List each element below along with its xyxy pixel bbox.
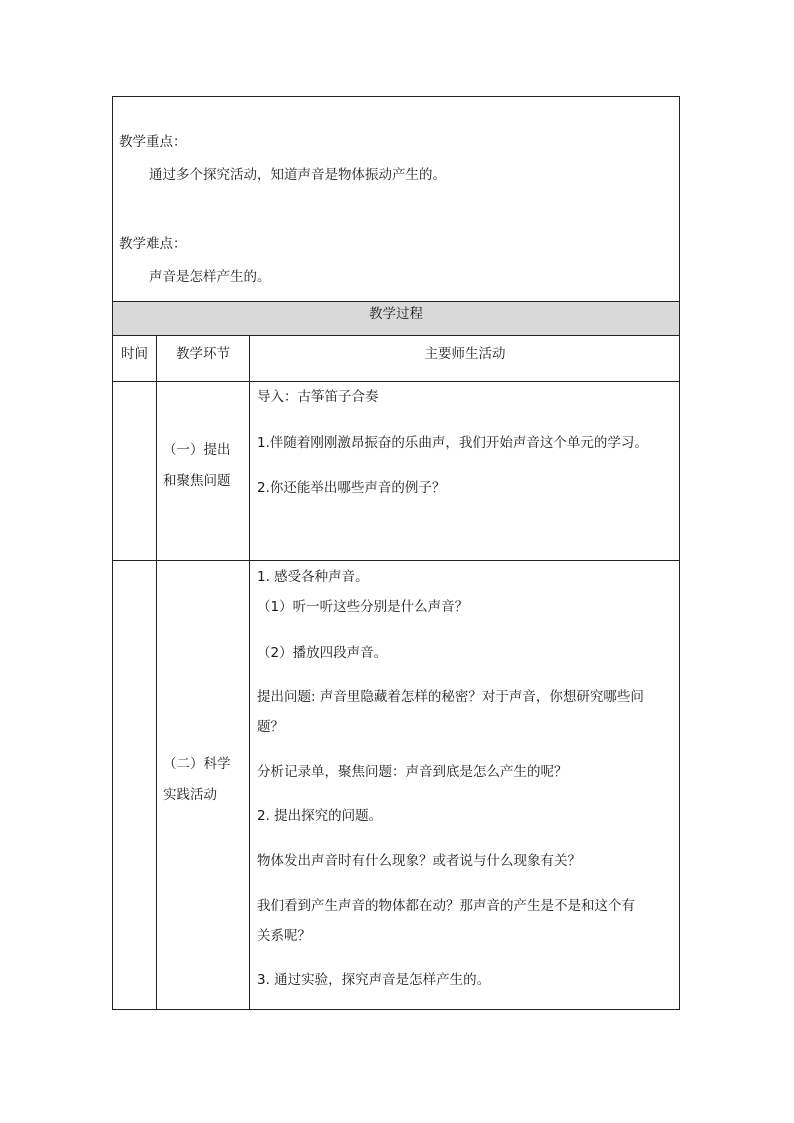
rule-above-process <box>112 301 680 302</box>
col-rule-2 <box>249 335 250 1010</box>
row2-activity-line: 3. 通过实验，探究声音是怎样产生的。 <box>257 972 491 988</box>
row2-activity-line: 1. 感受各种声音。 <box>257 569 369 585</box>
row2-stage-line2: 实践活动 <box>163 787 217 803</box>
row2-activity-line: （2）播放四段声音。 <box>257 645 388 661</box>
key-points-content: 通过多个探究活动，知道声音是物体振动产生的。 <box>149 167 446 183</box>
header-time: 时间 <box>121 346 148 362</box>
row2-activity-line: 2. 提出探究的问题。 <box>257 808 383 824</box>
row2-activity-line: 我们看到产生声音的物体都在动？那声音的产生是不是和这个有 <box>257 898 635 914</box>
row2-activity-line: 关系呢？ <box>257 928 311 944</box>
row1-activity-line: 1.伴随着刚刚激昂振奋的乐曲声，我们开始声音这个单元的学习。 <box>257 435 648 451</box>
difficulty-content: 声音是怎样产生的。 <box>149 269 271 285</box>
header-stage: 教学环节 <box>176 346 230 362</box>
row1-activity-line: 导入：古筝笛子合奏 <box>257 389 379 405</box>
row2-activity-line: 分析记录单，聚焦问题：声音到底是怎么产生的呢？ <box>257 764 568 780</box>
row2-activity-line: 题？ <box>257 719 284 735</box>
col-rule-1 <box>156 335 157 1010</box>
row1-stage-line1: （一）提出 <box>163 442 231 458</box>
row2-stage-line1: （二）科学 <box>163 756 231 772</box>
lesson-table-frame <box>112 96 680 1010</box>
rule-below-process <box>112 335 680 336</box>
difficulty-label: 教学难点： <box>119 236 187 252</box>
row1-activity-line: 2.你还能举出哪些声音的例子？ <box>257 480 446 496</box>
row2-activity-line: 物体发出声音时有什么现象？或者说与什么现象有关？ <box>257 853 581 869</box>
row2-activity-line: （1）听一听这些分别是什么声音？ <box>257 599 469 615</box>
rule-below-row1 <box>112 560 680 561</box>
key-points-label: 教学重点： <box>119 134 187 150</box>
process-title: 教学过程 <box>369 306 423 322</box>
header-activity: 主要师生活动 <box>424 346 506 362</box>
rule-below-header <box>112 381 680 382</box>
row1-stage-line2: 和聚焦问题 <box>163 473 231 489</box>
row2-activity-line: 提出问题: 声音里隐藏着怎样的秘密？对于声音，你想研究哪些问 <box>257 689 644 705</box>
